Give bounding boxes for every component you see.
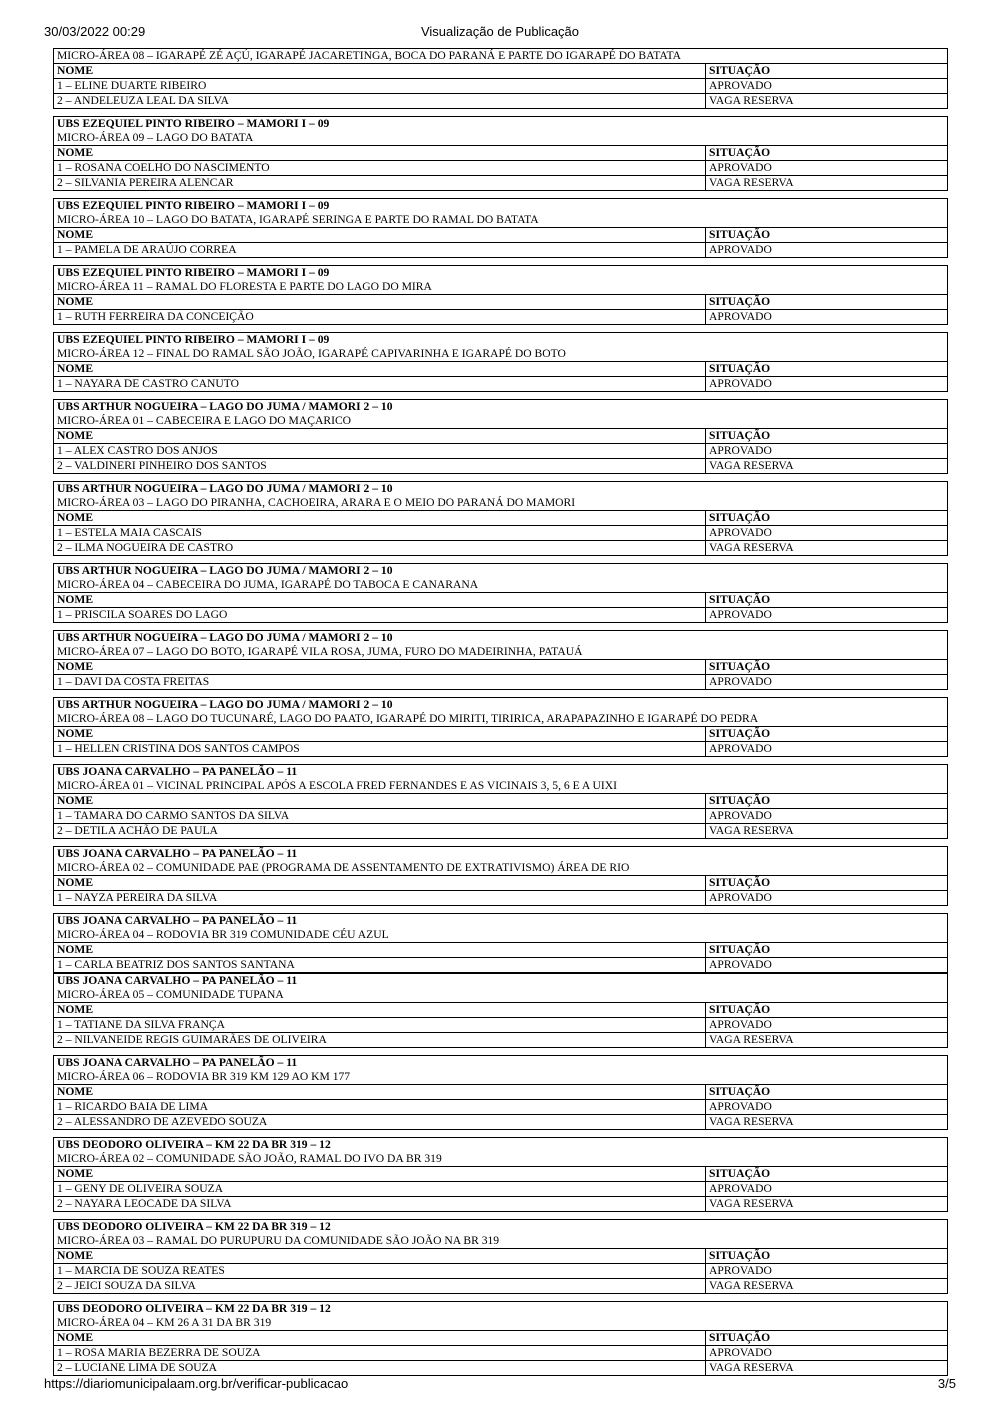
ubs-block [53, 846, 948, 906]
column-header-row [54, 510, 947, 525]
ubs-title-row [54, 1220, 947, 1234]
candidate-name: 2 – DETILA ACHÃO DE PAULA [54, 824, 706, 838]
table-row [54, 957, 947, 972]
ubs-block [53, 48, 948, 109]
column-header-row [54, 592, 947, 607]
micro-area-row [54, 578, 947, 592]
ubs-title-row [54, 765, 947, 779]
table-row [54, 1263, 947, 1278]
column-header-row [54, 145, 947, 160]
page-number: 3/5 [937, 1376, 956, 1391]
column-header-status: SITUAÇÃO [709, 1003, 771, 1016]
table-row [54, 741, 947, 756]
column-header-name: NOME [54, 228, 706, 242]
column-header-name: NOME [54, 943, 706, 957]
column-header-row [54, 63, 947, 78]
column-header-status: SITUAÇÃO [709, 228, 771, 241]
table-row [54, 1360, 947, 1375]
column-header-row [54, 1166, 947, 1181]
candidate-name: 2 – JEICI SOUZA DA SILVA [54, 1279, 706, 1293]
ubs-block [53, 973, 948, 1048]
micro-area-label: MICRO-ÁREA 05 – COMUNIDADE TUPANA [57, 988, 284, 1001]
column-header-name: NOME [54, 64, 706, 78]
micro-area-label: MICRO-ÁREA 03 – RAMAL DO PURUPURU DA COMUNIDADE SÃO JOÃO NA BR 319 [57, 1234, 500, 1247]
ubs-block [53, 198, 948, 258]
ubs-title-row [54, 1056, 947, 1070]
micro-area-row [54, 861, 947, 875]
column-header-row [54, 659, 947, 674]
table-row [54, 674, 947, 689]
candidate-status: VAGA RESERVA [709, 1279, 794, 1292]
ubs-title: UBS ARTHUR NOGUEIRA – LAGO DO JUMA / MAMORI 2 – 10 [57, 631, 393, 644]
table-row [54, 525, 947, 540]
column-header-name: NOME [54, 1331, 706, 1345]
column-header-status: SITUAÇÃO [709, 362, 771, 375]
micro-area-row [54, 49, 947, 63]
column-header-name: NOME [54, 429, 706, 443]
micro-area-row [54, 779, 947, 793]
micro-area-row [54, 645, 947, 659]
candidate-status: VAGA RESERVA [709, 176, 794, 189]
ubs-title: UBS DEODORO OLIVEIRA – KM 22 DA BR 319 – 12 [57, 1138, 331, 1151]
candidate-name: 1 – ROSANA COELHO DO NASCIMENTO [54, 161, 706, 175]
table-row [54, 1017, 947, 1032]
candidate-name: 1 – NAYZA PEREIRA DA SILVA [54, 891, 706, 905]
ubs-title-row [54, 1138, 947, 1152]
candidate-name: 2 – ALESSANDRO DE AZEVEDO SOUZA [54, 1115, 706, 1129]
ubs-title: UBS DEODORO OLIVEIRA – KM 22 DA BR 319 – 12 [57, 1302, 331, 1315]
candidate-status: VAGA RESERVA [709, 1115, 794, 1128]
ubs-title: UBS JOANA CARVALHO – PA PANELÃO – 11 [57, 914, 298, 927]
micro-area-row [54, 347, 947, 361]
column-header-name: NOME [54, 1167, 706, 1181]
table-row [54, 1114, 947, 1129]
micro-area-label: MICRO-ÁREA 02 – COMUNIDADE PAE (PROGRAMA DE ASSENTAMENTO DE EXTRATIVISMO) ÁREA DE RIO [57, 861, 630, 874]
candidate-status: APROVADO [709, 243, 772, 256]
ubs-title-row [54, 482, 947, 496]
micro-area-row [54, 988, 947, 1002]
candidate-name: 1 – PRISCILA SOARES DO LAGO [54, 608, 706, 622]
ubs-block [53, 1055, 948, 1130]
candidate-status: VAGA RESERVA [709, 459, 794, 472]
column-header-row [54, 294, 947, 309]
table-row [54, 1345, 947, 1360]
ubs-block [53, 399, 948, 474]
column-header-status: SITUAÇÃO [709, 1331, 771, 1344]
column-header-name: NOME [54, 511, 706, 525]
column-header-status: SITUAÇÃO [709, 1085, 771, 1098]
ubs-title-row [54, 631, 947, 645]
candidate-status: APROVADO [709, 891, 772, 904]
candidate-name: 1 – ALEX CASTRO DOS ANJOS [54, 444, 706, 458]
micro-area-row [54, 414, 947, 428]
ubs-block [53, 563, 948, 623]
micro-area-row [54, 1070, 947, 1084]
ubs-title-row [54, 199, 947, 213]
ubs-title: UBS EZEQUIEL PINTO RIBEIRO – MAMORI I – 09 [57, 199, 330, 212]
candidate-name: 1 – RICARDO BAIA DE LIMA [54, 1100, 706, 1114]
candidate-name: 1 – NAYARA DE CASTRO CANUTO [54, 377, 706, 391]
column-header-name: NOME [54, 1249, 706, 1263]
ubs-block [53, 1301, 948, 1376]
candidate-status: APROVADO [709, 1264, 772, 1277]
micro-area-row [54, 928, 947, 942]
candidate-name: 2 – ANDELEUZA LEAL DA SILVA [54, 94, 706, 108]
candidate-status: APROVADO [709, 1346, 772, 1359]
candidate-name: 1 – ELINE DUARTE RIBEIRO [54, 79, 706, 93]
micro-area-label: MICRO-ÁREA 08 – LAGO DO TUCUNARÉ, LAGO DO PAATO, IGARAPÉ DO MIRITI, TIRIRICA, ARAPAPAZINHO E IGARAPÉ DO PEDRA [57, 712, 759, 725]
micro-area-row [54, 496, 947, 510]
micro-area-row [54, 1152, 947, 1166]
candidate-status: APROVADO [709, 79, 772, 92]
column-header-status: SITUAÇÃO [709, 429, 771, 442]
ubs-title: UBS JOANA CARVALHO – PA PANELÃO – 11 [57, 974, 298, 987]
ubs-title-row [54, 400, 947, 414]
column-header-status: SITUAÇÃO [709, 511, 771, 524]
micro-area-label: MICRO-ÁREA 10 – LAGO DO BATATA, IGARAPÉ SERINGA E PARTE DO RAMAL DO BATATA [57, 213, 539, 226]
ubs-title: UBS JOANA CARVALHO – PA PANELÃO – 11 [57, 847, 298, 860]
column-header-row [54, 227, 947, 242]
candidate-status: VAGA RESERVA [709, 1033, 794, 1046]
candidate-status: VAGA RESERVA [709, 1361, 794, 1374]
candidate-status: APROVADO [709, 377, 772, 390]
column-header-name: NOME [54, 362, 706, 376]
micro-area-label: MICRO-ÁREA 04 – RODOVIA BR 319 COMUNIDADE CÉU AZUL [57, 928, 389, 941]
candidate-status: APROVADO [709, 1182, 772, 1195]
micro-area-label: MICRO-ÁREA 04 – CABECEIRA DO JUMA, IGARAPÉ DO TABOCA E CANARANA [57, 578, 479, 591]
table-row [54, 309, 947, 324]
table-row [54, 160, 947, 175]
footer-url[interactable]: https://diariomunicipalaam.org.br/verificar-publicacao [44, 1376, 349, 1391]
column-header-row [54, 726, 947, 741]
candidate-name: 2 – SILVANIA PEREIRA ALENCAR [54, 176, 706, 190]
column-header-name: NOME [54, 593, 706, 607]
column-header-name: NOME [54, 794, 706, 808]
column-header-row [54, 1002, 947, 1017]
candidate-status: APROVADO [709, 1018, 772, 1031]
table-row [54, 376, 947, 391]
ubs-block [53, 1137, 948, 1212]
candidate-status: APROVADO [709, 1100, 772, 1113]
candidate-name: 1 – TAMARA DO CARMO SANTOS DA SILVA [54, 809, 706, 823]
column-header-row [54, 428, 947, 443]
micro-area-row [54, 131, 947, 145]
candidate-name: 2 – NAYARA LEOCADE DA SILVA [54, 1197, 706, 1211]
ubs-title-row [54, 974, 947, 988]
ubs-title: UBS ARTHUR NOGUEIRA – LAGO DO JUMA / MAMORI 2 – 10 [57, 400, 393, 413]
ubs-title: UBS EZEQUIEL PINTO RIBEIRO – MAMORI I – 09 [57, 266, 330, 279]
page-title: Visualização de Publicação [420, 24, 580, 39]
column-header-row [54, 875, 947, 890]
table-row [54, 443, 947, 458]
candidate-status: APROVADO [709, 608, 772, 621]
ubs-title-row [54, 564, 947, 578]
ubs-block [53, 764, 948, 839]
candidate-name: 2 – ILMA NOGUEIRA DE CASTRO [54, 541, 706, 555]
ubs-block [53, 265, 948, 325]
column-header-status: SITUAÇÃO [709, 1249, 771, 1262]
micro-area-row [54, 213, 947, 227]
ubs-block [53, 913, 948, 973]
table-row [54, 823, 947, 838]
table-row [54, 1032, 947, 1047]
candidate-name: 1 – GENY DE OLIVEIRA SOUZA [54, 1182, 706, 1196]
candidate-name: 1 – MARCIA DE SOUZA REATES [54, 1264, 706, 1278]
candidate-name: 1 – PAMELA DE ARAÚJO CORREA [54, 243, 706, 257]
micro-area-label: MICRO-ÁREA 09 – LAGO DO BATATA [57, 131, 254, 144]
candidate-status: APROVADO [709, 675, 772, 688]
candidate-name: 1 – DAVI DA COSTA FREITAS [54, 675, 706, 689]
candidate-status: VAGA RESERVA [709, 824, 794, 837]
column-header-status: SITUAÇÃO [709, 943, 771, 956]
candidate-status: VAGA RESERVA [709, 1197, 794, 1210]
column-header-name: NOME [54, 660, 706, 674]
candidate-status: APROVADO [709, 310, 772, 323]
table-row [54, 93, 947, 108]
candidate-status: APROVADO [709, 809, 772, 822]
ubs-title-row [54, 1302, 947, 1316]
table-row [54, 175, 947, 190]
column-header-status: SITUAÇÃO [709, 146, 771, 159]
column-header-row [54, 942, 947, 957]
column-header-status: SITUAÇÃO [709, 660, 771, 673]
table-row [54, 540, 947, 555]
column-header-name: NOME [54, 876, 706, 890]
micro-area-label: MICRO-ÁREA 01 – VICINAL PRINCIPAL APÓS A ESCOLA FRED FERNANDES E AS VICINAIS 3, 5, 6 E A UIXI [57, 779, 618, 792]
ubs-title: UBS JOANA CARVALHO – PA PANELÃO – 11 [57, 765, 298, 778]
micro-area-label: MICRO-ÁREA 01 – CABECEIRA E LAGO DO MAÇARICO [57, 414, 352, 427]
publication-content [53, 48, 948, 1383]
ubs-block [53, 116, 948, 191]
ubs-title-row [54, 117, 947, 131]
candidate-name: 1 – TATIANE DA SILVA FRANÇA [54, 1018, 706, 1032]
micro-area-label: MICRO-ÁREA 07 – LAGO DO BOTO, IGARAPÉ VILA ROSA, JUMA, FURO DO MADEIRINHA, PATAUÁ [57, 645, 583, 658]
candidate-status: APROVADO [709, 444, 772, 457]
table-row [54, 607, 947, 622]
table-row [54, 808, 947, 823]
ubs-title: UBS ARTHUR NOGUEIRA – LAGO DO JUMA / MAMORI 2 – 10 [57, 564, 393, 577]
micro-area-label: MICRO-ÁREA 06 – RODOVIA BR 319 KM 129 AO KM 177 [57, 1070, 351, 1083]
column-header-name: NOME [54, 1003, 706, 1017]
table-row [54, 78, 947, 93]
column-header-name: NOME [54, 727, 706, 741]
candidate-name: 2 – LUCIANE LIMA DE SOUZA [54, 1361, 706, 1375]
candidate-name: 1 – CARLA BEATRIZ DOS SANTOS SANTANA [54, 958, 706, 972]
micro-area-label: MICRO-ÁREA 11 – RAMAL DO FLORESTA E PARTE DO LAGO DO MIRA [57, 280, 432, 293]
ubs-title: UBS ARTHUR NOGUEIRA – LAGO DO JUMA / MAMORI 2 – 10 [57, 698, 393, 711]
ubs-block [53, 630, 948, 690]
ubs-title: UBS DEODORO OLIVEIRA – KM 22 DA BR 319 – 12 [57, 1220, 331, 1233]
column-header-status: SITUAÇÃO [709, 876, 771, 889]
micro-area-row [54, 1316, 947, 1330]
micro-area-row [54, 280, 947, 294]
column-header-name: NOME [54, 295, 706, 309]
candidate-status: APROVADO [709, 526, 772, 539]
candidate-status: VAGA RESERVA [709, 94, 794, 107]
ubs-title: UBS EZEQUIEL PINTO RIBEIRO – MAMORI I – 09 [57, 333, 330, 346]
column-header-row [54, 1248, 947, 1263]
table-row [54, 1181, 947, 1196]
candidate-name: 2 – VALDINERI PINHEIRO DOS SANTOS [54, 459, 706, 473]
micro-area-label: MICRO-ÁREA 12 – FINAL DO RAMAL SÃO JOÃO, IGARAPÉ CAPIVARINHA E IGARAPÉ DO BOTO [57, 347, 566, 360]
candidate-name: 1 – RUTH FERREIRA DA CONCEIÇÃO [54, 310, 706, 324]
column-header-status: SITUAÇÃO [709, 295, 771, 308]
ubs-block [53, 697, 948, 757]
table-row [54, 458, 947, 473]
candidate-status: APROVADO [709, 742, 772, 755]
ubs-title: UBS ARTHUR NOGUEIRA – LAGO DO JUMA / MAMORI 2 – 10 [57, 482, 393, 495]
ubs-title-row [54, 914, 947, 928]
candidate-name: 1 – ROSA MARIA BEZERRA DE SOUZA [54, 1346, 706, 1360]
micro-area-label: MICRO-ÁREA 02 – COMUNIDADE SÃO JOÃO, RAMAL DO IVO DA BR 319 [57, 1152, 442, 1165]
ubs-title-row [54, 847, 947, 861]
candidate-name: 1 – ESTELA MAIA CASCAIS [54, 526, 706, 540]
ubs-block [53, 332, 948, 392]
candidate-name: 2 – NILVANEIDE REGIS GUIMARÃES DE OLIVEIRA [54, 1033, 706, 1047]
column-header-row [54, 361, 947, 376]
table-row [54, 242, 947, 257]
column-header-row [54, 1084, 947, 1099]
micro-area-label: MICRO-ÁREA 04 – KM 26 A 31 DA BR 319 [57, 1316, 272, 1329]
table-row [54, 1099, 947, 1114]
column-header-status: SITUAÇÃO [709, 727, 771, 740]
ubs-title: UBS JOANA CARVALHO – PA PANELÃO – 11 [57, 1056, 298, 1069]
table-row [54, 1196, 947, 1211]
column-header-status: SITUAÇÃO [709, 64, 771, 77]
table-row [54, 890, 947, 905]
column-header-status: SITUAÇÃO [709, 794, 771, 807]
ubs-title-row [54, 333, 947, 347]
ubs-title: UBS EZEQUIEL PINTO RIBEIRO – MAMORI I – 09 [57, 117, 330, 130]
candidate-status: APROVADO [709, 161, 772, 174]
print-date: 30/03/2022 00:29 [44, 24, 146, 39]
ubs-block [53, 481, 948, 556]
ubs-title-row [54, 266, 947, 280]
micro-area-row [54, 1234, 947, 1248]
column-header-status: SITUAÇÃO [709, 1167, 771, 1180]
micro-area-row [54, 712, 947, 726]
candidate-status: APROVADO [709, 958, 772, 971]
column-header-row [54, 1330, 947, 1345]
ubs-block [53, 1219, 948, 1294]
micro-area-label: MICRO-ÁREA 03 – LAGO DO PIRANHA, CACHOEIRA, ARARA E O MEIO DO PARANÁ DO MAMORI [57, 496, 576, 509]
column-header-row [54, 793, 947, 808]
column-header-name: NOME [54, 1085, 706, 1099]
column-header-status: SITUAÇÃO [709, 593, 771, 606]
table-row [54, 1278, 947, 1293]
micro-area-label: MICRO-ÁREA 08 – IGARAPÉ ZÉ AÇÚ, IGARAPÉ JACARETINGA, BOCA DO PARANÁ E PARTE DO IGARAPÉ DO BATATA [57, 49, 681, 62]
candidate-status: VAGA RESERVA [709, 541, 794, 554]
candidate-name: 1 – HELLEN CRISTINA DOS SANTOS CAMPOS [54, 742, 706, 756]
column-header-name: NOME [54, 146, 706, 160]
ubs-title-row [54, 698, 947, 712]
